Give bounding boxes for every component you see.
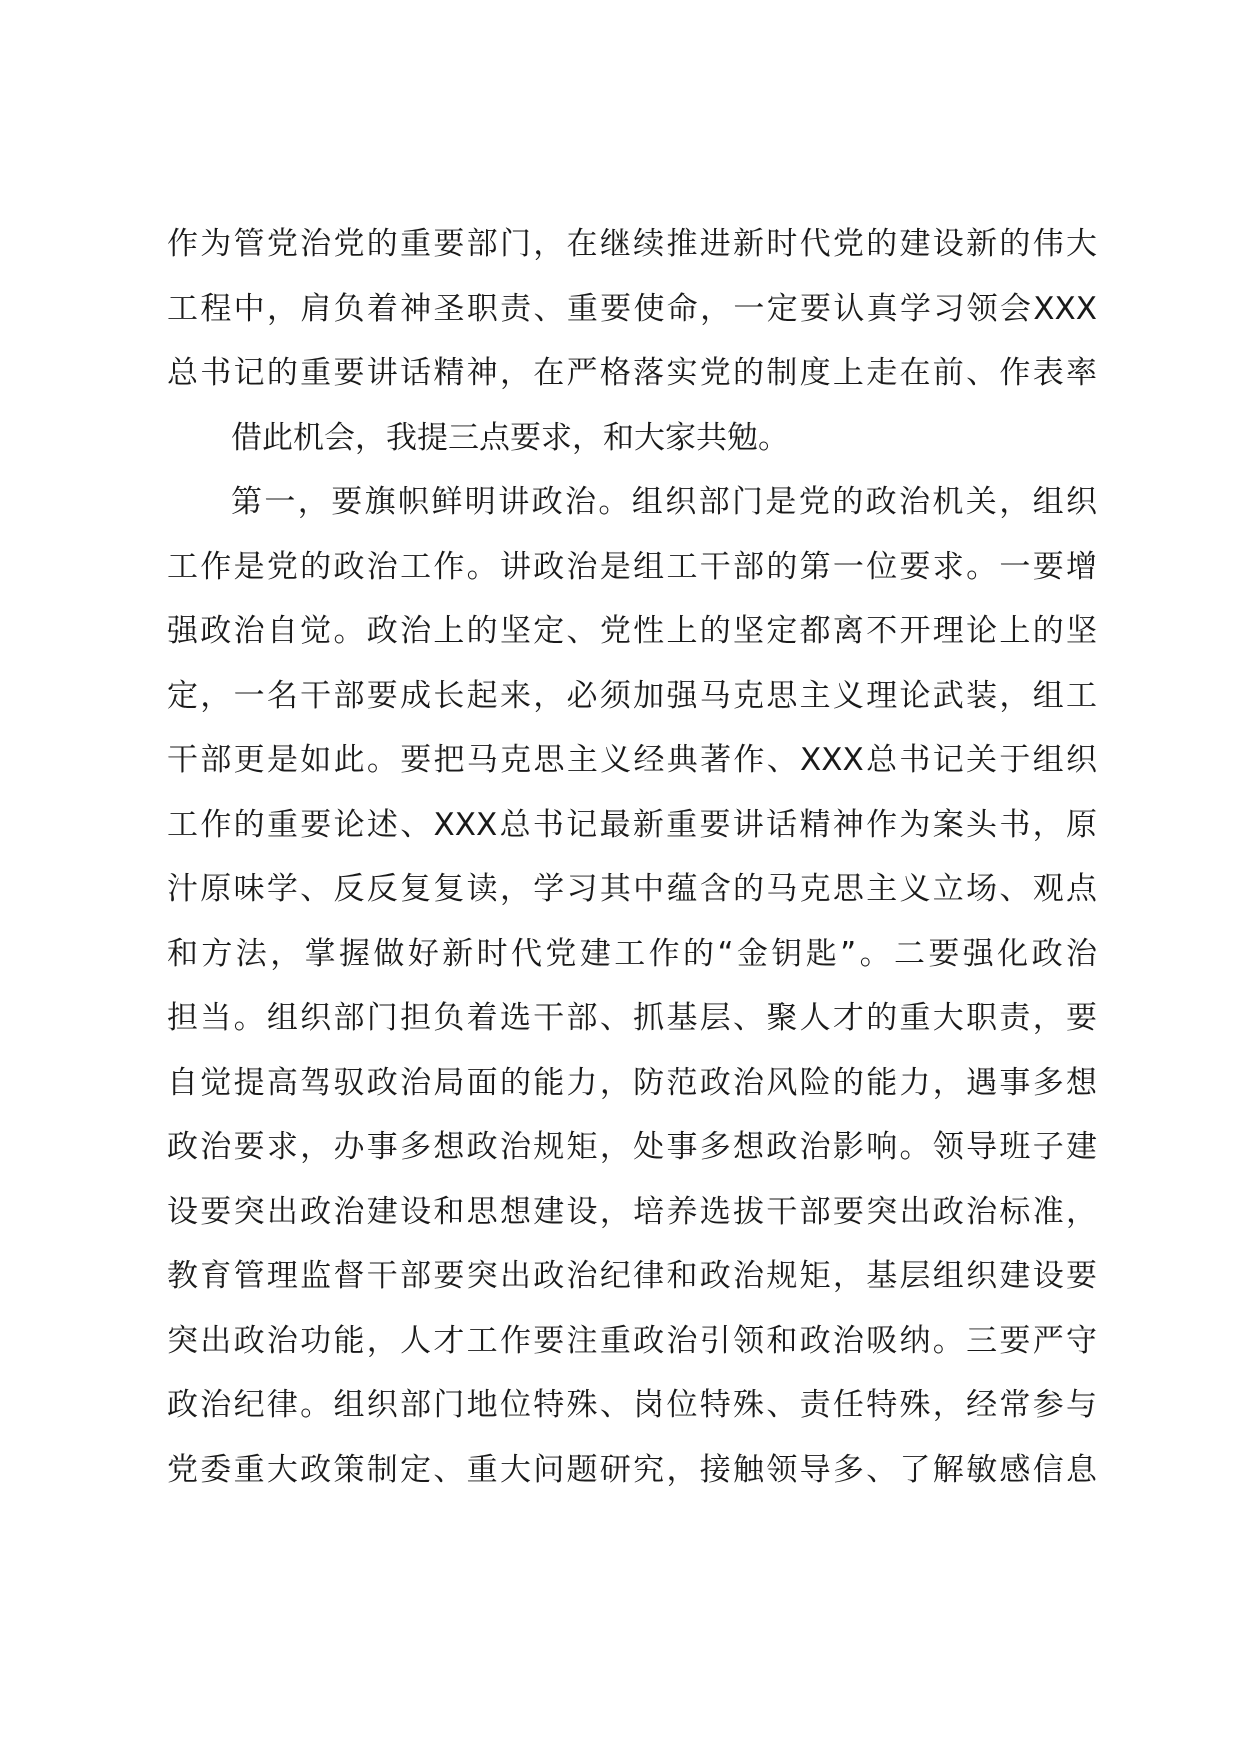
- body-text: [167, 212, 1097, 1502]
- text-line: 教育管理监督干部要突出政治纪律和政治规矩，基层组织建设要: [167, 1258, 1097, 1294]
- text-line: 强政治自觉。政治上的坚定、党性上的坚定都离不开理论上的坚: [167, 613, 1097, 649]
- text-line: 总书记的重要讲话精神，在严格落实党的制度上走在前、作表率: [167, 355, 1097, 391]
- text-line: 工作是党的政治工作。讲政治是组工干部的第一位要求。一要增: [167, 548, 1097, 585]
- text-line: 担当。组织部门担负着选干部、抓基层、聚人才的重大职责，要: [167, 1000, 1097, 1036]
- text-line: 作为管党治党的重要部门，在继续推进新时代党的建设新的伟大: [167, 226, 1097, 262]
- paragraph-start-line: 第一，要旗帜鲜明讲政治。组织部门是党的政治机关，组织: [231, 484, 1097, 520]
- text-line: 干部更是如此。要把马克思主义经典著作、XXX总书记关于组织: [167, 742, 1097, 778]
- text-line: 和方法，掌握做好新时代党建工作的“金钥匙”。二要强化政治: [167, 935, 1097, 972]
- text-line: 突出政治功能，人才工作要注重政治引领和政治吸纳。三要严守: [167, 1322, 1097, 1359]
- text-line: 定，一名干部要成长起来，必须加强马克思主义理论武装，组工: [167, 677, 1097, 714]
- text-line: 党委重大政策制定、重大问题研究，接触领导多、了解敏感信息: [167, 1451, 1097, 1488]
- text-line: 自觉提高驾驭政治局面的能力，防范政治风险的能力，遇事多想: [167, 1064, 1097, 1101]
- paragraph-start-line: 借此机会，我提三点要求，和大家共勉。: [231, 419, 789, 456]
- text-line: 政治要求，办事多想政治规矩，处事多想政治影响。领导班子建: [167, 1129, 1097, 1165]
- text-line: 政治纪律。组织部门地位特殊、岗位特殊、责任特殊，经常参与: [167, 1387, 1097, 1423]
- text-line: 设要突出政治建设和思想建设，培养选拔干部要突出政治标准，: [167, 1193, 1097, 1230]
- text-line: 工程中，肩负着神圣职责、重要使命，一定要认真学习领会XXX: [167, 290, 1097, 327]
- text-line: 汁原味学、反反复复读，学习其中蕴含的马克思主义立场、观点: [167, 871, 1097, 907]
- text-line: 工作的重要论述、XXX总书记最新重要讲话精神作为案头书，原: [167, 806, 1097, 843]
